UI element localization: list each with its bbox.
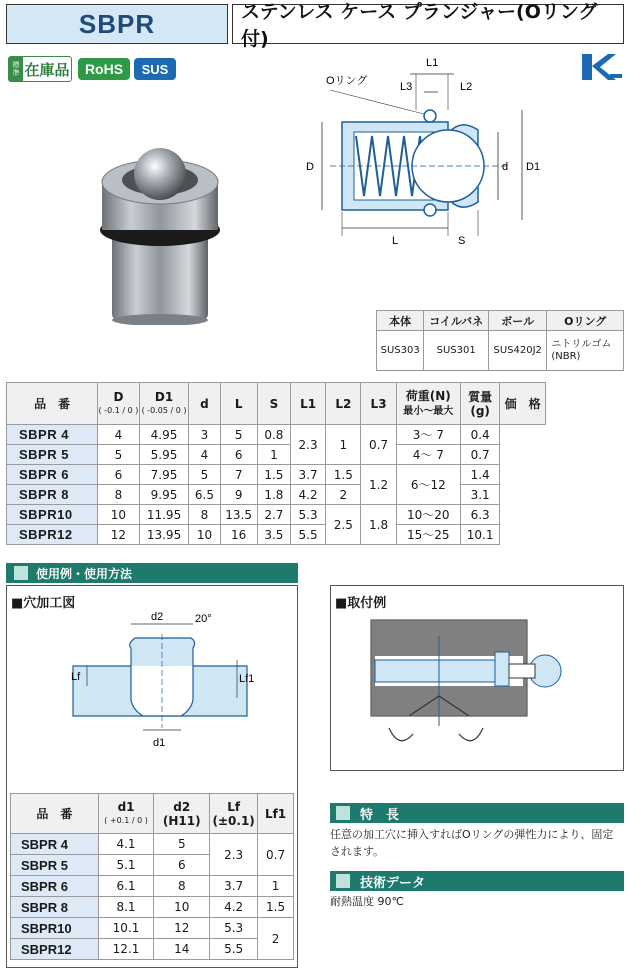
spec-row: SBPR 8 8 9.95 6.5 9 1.8 4.2 2 3.1	[7, 485, 546, 505]
svg-text:Lf1: Lf1	[239, 673, 255, 685]
svg-text:d2: d2	[151, 611, 164, 623]
sus-badge: SUS	[134, 58, 176, 80]
product-model: SBPR	[6, 4, 228, 44]
mount-title: ■取付例	[335, 596, 387, 611]
hole-row: SBPR 6 6.1 8 3.7 1	[11, 876, 294, 897]
svg-text:S: S	[458, 235, 466, 247]
mount-panel	[330, 585, 624, 771]
product-photo	[90, 140, 230, 325]
spec-row: SBPR12 12 13.95 10 16 3.5 5.5 15〜25 10.1	[7, 525, 546, 545]
svg-text:D1: D1	[526, 161, 541, 173]
spec-row: SBPR10 10 11.95 8 13.5 2.7 5.3 2.5 1.8 10〜20 6.3	[7, 505, 546, 525]
svg-text:L: L	[392, 235, 399, 247]
svg-text:d1: d1	[153, 737, 166, 749]
svg-text:20°: 20°	[195, 613, 212, 625]
plunger-drawing	[300, 50, 620, 250]
material-header: コイルバネ	[424, 311, 489, 331]
rohs-badge: RoHS	[78, 58, 130, 80]
mount-drawing	[369, 616, 619, 766]
material-header: Oリング	[547, 311, 624, 331]
svg-text:d: d	[502, 161, 509, 173]
hole-row: SBPR12 12.1 14 5.5	[11, 939, 294, 960]
hole-row: SBPR 8 8.1 10 4.2 1.5	[11, 897, 294, 918]
material-header: ボール	[489, 311, 547, 331]
standard-stock-badge: 標 準 在庫品	[8, 56, 72, 82]
svg-text:Lf: Lf	[71, 671, 81, 683]
svg-text:D: D	[306, 161, 314, 173]
svg-text:L2: L2	[460, 81, 473, 93]
features-bar: 特 長	[330, 803, 624, 823]
hole-table	[10, 793, 294, 960]
hole-title: ■穴加工図	[11, 596, 76, 611]
hole-row: SBPR 5 5.1 6	[11, 855, 294, 876]
usage-section-bar: 使用例・使用方法	[6, 563, 298, 583]
material-header: 本体	[377, 311, 424, 331]
hole-row: SBPR10 10.1 12 5.3 2	[11, 918, 294, 939]
material-value: ニトリルゴム (NBR)	[547, 331, 624, 371]
spec-table	[6, 382, 546, 545]
spec-header-row: 品 番 D ( -0.1 / 0 ) D1 ( -0.05 / 0 ) d L S L1 L2 L3 荷重(N) 最小〜最大 質量 (g) 価 格	[7, 383, 546, 425]
hole-drawing	[67, 608, 267, 758]
material-value: SUS301	[424, 331, 489, 371]
svg-text:L1: L1	[426, 57, 439, 69]
material-value: SUS303	[377, 331, 424, 371]
materials-table	[376, 310, 624, 371]
tech-data-bar: 技術データ	[330, 871, 624, 891]
spec-row: SBPR 5 5 5.95 4 6 1 4〜 7 0.7	[7, 445, 546, 465]
hole-row: SBPR 4 4.1 5 2.3 0.7	[11, 834, 294, 855]
tech-data-text: 耐熱温度 90℃	[330, 895, 404, 908]
features-text: 任意の加工穴に挿入すればOリングの弾性力により、固定されます。	[330, 828, 614, 858]
spec-row: SBPR 4 4 4.95 3 5 0.8 2.3 1 0.7 3〜 7 0.4	[7, 425, 546, 445]
hole-header-row: 品 番 d1 ( +0.1 / 0 ) d2 (H11) Lf (±0.1) Lf1	[11, 794, 294, 834]
svg-text:L3: L3	[400, 81, 413, 93]
product-title: ステンレス ケース プランジャー(Oリング付)	[232, 4, 624, 44]
material-value: SUS420J2	[489, 331, 547, 371]
svg-text:Oリング: Oリング	[326, 75, 368, 87]
spec-row: SBPR 6 6 7.95 5 7 1.5 3.7 1.5 1.2 6〜12 1.4	[7, 465, 546, 485]
